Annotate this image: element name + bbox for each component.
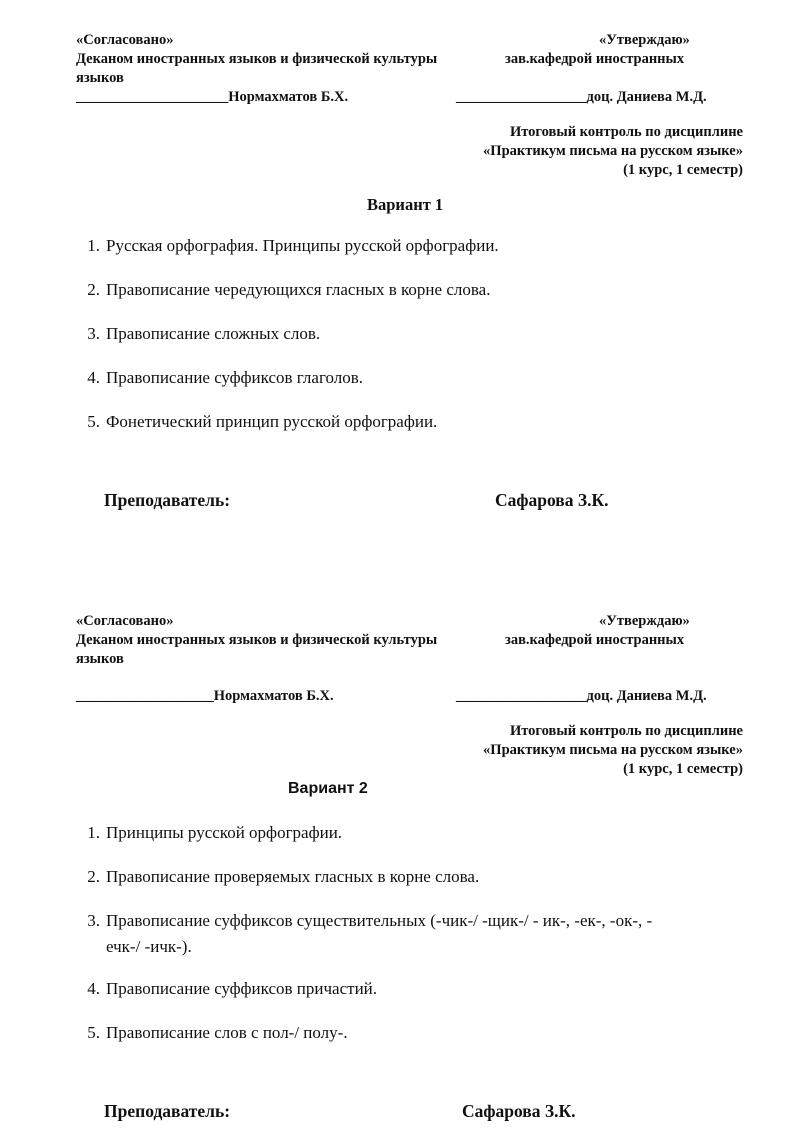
item-number: 5.: [87, 412, 100, 431]
head-name: доц. Даниева М.Д.: [586, 688, 707, 704]
dean-title-line1: Деканом иностранных языков и физической культуры: [76, 632, 438, 648]
list-item: [80, 409, 760, 435]
head-title: зав.кафедрой иностранных: [505, 632, 685, 648]
control-line1: Итоговый контроль по дисциплине: [509, 723, 743, 739]
control-line2: «Практикум письма на русском языке»: [483, 742, 743, 758]
variant-title: Вариант 1: [367, 195, 444, 214]
control-line1: Итоговый контроль по дисциплине: [509, 124, 743, 140]
dean-name: Нормахматов Б.Х.: [213, 688, 334, 704]
list-item: [80, 277, 760, 303]
teacher-label: Преподаватель:: [104, 490, 231, 510]
agreed-label: «Согласовано»: [76, 32, 174, 48]
item-number: 2.: [87, 280, 100, 299]
item-number: 5.: [87, 1023, 100, 1042]
teacher-label: Преподаватель:: [104, 1101, 231, 1121]
item-text: Правописание суффиксов причастий.: [106, 979, 378, 998]
item-text: Правописание суффиксов существительных (-чик-/ -щик-/ - ик-, -ек-, -ок-, -: [106, 911, 653, 930]
list-item: [80, 820, 760, 846]
control-line3: (1 курс, 1 семестр): [623, 761, 743, 777]
teacher-name: Сафарова З.К.: [462, 1101, 576, 1121]
item-text: Русская орфография. Принципы русской орфографии.: [106, 236, 499, 255]
list-item: [80, 908, 760, 960]
approve-label: «Утверждаю»: [599, 32, 690, 48]
item-text: Правописание проверяемых гласных в корне слова.: [106, 867, 480, 886]
dean-name: Нормахматов Б.Х.: [228, 89, 349, 105]
item-text: Принципы русской орфографии.: [106, 823, 343, 842]
head-signature: [456, 89, 707, 106]
item-number: 4.: [87, 979, 100, 998]
item-number: 4.: [87, 368, 100, 387]
signature-line: _____________________: [76, 89, 229, 105]
item-text-continuation: ечк-/ -ичк-).: [106, 937, 192, 956]
item-text: Правописание суффиксов глаголов.: [106, 368, 364, 387]
head-signature: [456, 688, 707, 705]
item-text: Фонетический принцип русской орфографии.: [106, 412, 438, 431]
dean-signature: [76, 688, 334, 705]
list-item: [80, 1020, 760, 1046]
variant-title: Вариант 2: [288, 780, 368, 797]
list-item: [80, 233, 760, 259]
signature-line: __________________: [456, 688, 587, 704]
list-item: [80, 321, 760, 347]
dean-signature: [76, 89, 348, 106]
list-item: [80, 365, 760, 391]
item-text: Правописание чередующихся гласных в корне слова.: [106, 280, 491, 299]
list-item: [80, 976, 760, 1002]
dean-title-line2: языков: [76, 70, 124, 86]
item-number: 1.: [87, 823, 100, 842]
item-number: 3.: [87, 911, 100, 930]
item-text: Правописание сложных слов.: [106, 324, 321, 343]
signature-line: ___________________: [76, 688, 214, 704]
control-line2: «Практикум письма на русском языке»: [483, 143, 743, 159]
teacher-name: Сафарова З.К.: [495, 490, 609, 510]
dean-title-line1: Деканом иностранных языков и физической культуры: [76, 51, 438, 67]
agreed-label: «Согласовано»: [76, 613, 174, 629]
head-name: доц. Даниева М.Д.: [586, 89, 707, 105]
item-text: Правописание слов с пол-/ полу-.: [106, 1023, 348, 1042]
dean-title-line2: языков: [76, 651, 124, 667]
signature-line: __________________: [456, 89, 587, 105]
list-item: [80, 864, 760, 890]
item-number: 3.: [87, 324, 100, 343]
head-title: зав.кафедрой иностранных: [505, 51, 685, 67]
item-number: 2.: [87, 867, 100, 886]
item-number: 1.: [87, 236, 100, 255]
control-line3: (1 курс, 1 семестр): [623, 162, 743, 178]
approve-label: «Утверждаю»: [599, 613, 690, 629]
